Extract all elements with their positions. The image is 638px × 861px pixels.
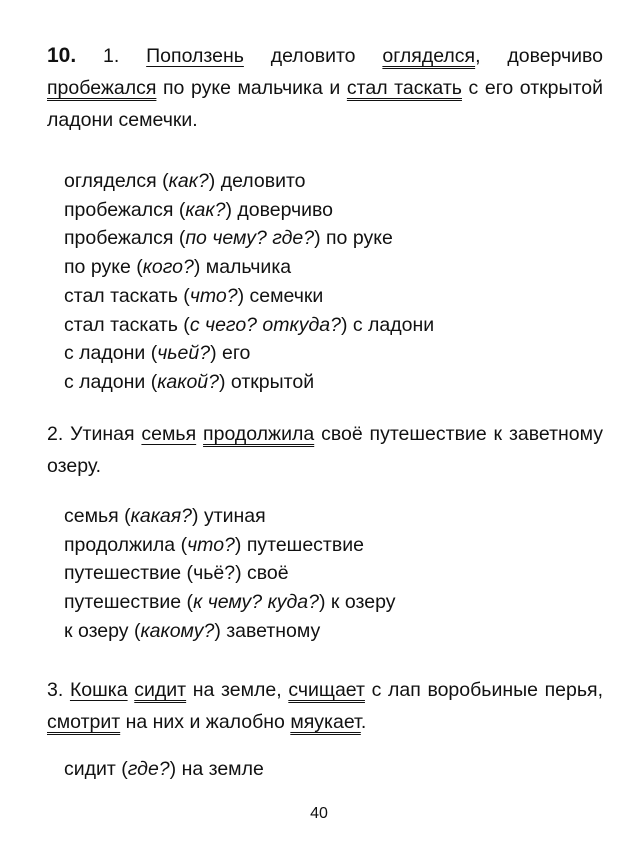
sentence-label: 2. <box>47 423 64 445</box>
phrase-list-2 <box>64 502 604 646</box>
head-word: семья <box>64 505 119 527</box>
sentence-text <box>47 423 603 477</box>
question: как? <box>168 170 209 192</box>
phrase-pair: с ладони (чьей?) его <box>64 342 251 365</box>
dependent-word: заветному <box>226 619 321 642</box>
sentence-fragment: на земле, <box>186 679 289 701</box>
predicate-word: смотрит <box>47 711 121 733</box>
phrase-pair: стал таскать (что?) семечки <box>64 284 324 307</box>
question: где? <box>127 758 170 780</box>
sentence-fragment: своё путешествие к заветному озеру. <box>47 423 604 477</box>
phrase-list-1 <box>64 167 604 397</box>
question: что? <box>189 284 238 307</box>
dependent-word: открытой <box>230 370 315 393</box>
predicate-word: стал таскать <box>346 77 462 99</box>
sentence-fragment: на них и жалобно <box>120 711 291 733</box>
sentence-text <box>47 679 603 733</box>
predicate-word: мяукает <box>290 711 361 733</box>
question: чьей? <box>157 342 211 365</box>
dependent-word: своё <box>247 562 289 585</box>
dependent-word: по руке <box>326 227 393 250</box>
sentence-label: 1. <box>103 45 120 67</box>
sentence-fragment: по руке мальчика и <box>156 77 347 99</box>
head-word: путешествие <box>64 562 182 585</box>
phrase-pair: продолжила (что?) путешествие <box>64 533 364 556</box>
subject-word: семья <box>141 423 197 445</box>
head-word: с ладони <box>64 370 146 393</box>
phrase-pair: по руке (кого?) мальчика <box>64 256 292 279</box>
phrase-pair: семья (какая?) утиная <box>64 505 266 527</box>
phrase-pair: путешествие (к чему? куда?) к озеру <box>64 591 396 614</box>
dependent-word: на земле <box>181 758 264 780</box>
phrase-pair: с ладони (какой?) открытой <box>64 370 315 393</box>
sentence-fragment: деловито <box>243 45 383 67</box>
question: какая? <box>130 505 193 527</box>
predicate-word: огляделся <box>382 45 476 67</box>
phrase-pair: сидит (где?) на земле <box>64 758 264 780</box>
head-word: огляделся <box>64 170 157 192</box>
sentence-fragment: с лап воробьиные перья, <box>364 679 604 701</box>
predicate-word: сидит <box>134 679 187 701</box>
head-word: сидит <box>64 758 116 780</box>
dependent-word: семечки <box>249 284 324 307</box>
sentence-text <box>47 45 603 131</box>
subject-word: Поползень <box>146 45 244 67</box>
head-word: пробежался <box>64 227 174 250</box>
head-word: с ладони <box>64 342 146 365</box>
subject-word: Кошка <box>69 679 128 701</box>
phrase-pair: путешествие (чьё?) своё <box>64 562 289 585</box>
predicate-word: счищает <box>288 679 365 701</box>
dependent-word: его <box>222 342 251 365</box>
task-10-sentence-1 <box>47 40 603 136</box>
question: какой? <box>157 370 219 393</box>
task-10-sentence-2 <box>47 418 603 482</box>
question: как? <box>185 198 226 221</box>
sentence-fragment: . <box>360 711 367 733</box>
sentence-fragment: , доверчиво <box>475 45 604 67</box>
head-word: путешествие <box>64 591 182 614</box>
phrase-pair: к озеру (какому?) заветному <box>64 619 321 642</box>
phrase-list-3 <box>64 755 604 784</box>
question: по чему? где? <box>185 227 315 250</box>
dependent-word: к озеру <box>330 591 396 614</box>
question: какому? <box>140 619 215 642</box>
head-word: стал таскать <box>64 313 178 336</box>
question: чьё? <box>193 562 236 585</box>
dependent-word: доверчиво <box>237 198 334 221</box>
dependent-word: деловито <box>220 170 306 192</box>
phrase-pair: стал таскать (с чего? откуда?) с ладони <box>64 313 435 336</box>
sentence-fragment: Утиная <box>70 423 142 445</box>
head-word: к озеру <box>64 619 129 642</box>
exercise-number: 10. <box>47 44 77 67</box>
dependent-word: путешествие <box>246 533 364 556</box>
task-10-sentence-3 <box>47 674 603 738</box>
page-number: 40 <box>310 805 328 822</box>
sentence-label: 3. <box>47 679 64 701</box>
predicate-word: продолжила <box>203 423 315 445</box>
dependent-word: с ладони <box>352 313 435 336</box>
head-word: продолжила <box>64 533 176 556</box>
head-word: по руке <box>64 256 131 279</box>
sentence-fragment <box>196 423 203 445</box>
phrase-pair: пробежался (как?) доверчиво <box>64 198 334 221</box>
phrase-pair: огляделся (как?) деловито <box>64 170 306 192</box>
predicate-word: пробежался <box>47 77 157 99</box>
question: кого? <box>142 256 194 279</box>
head-word: стал таскать <box>64 284 178 307</box>
sentence-fragment: с его открытой ладони семечки. <box>47 77 603 131</box>
dependent-word: мальчика <box>205 256 292 279</box>
phrase-pair: пробежался (по чему? где?) по руке <box>64 227 393 250</box>
question: что? <box>187 533 235 556</box>
question: к чему? куда? <box>193 591 319 614</box>
head-word: пробежался <box>64 198 174 221</box>
question: с чего? откуда? <box>189 313 341 336</box>
dependent-word: утиная <box>203 505 266 527</box>
